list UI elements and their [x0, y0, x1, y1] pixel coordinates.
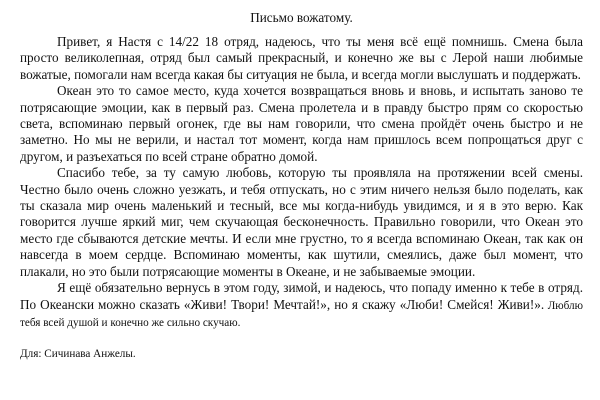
signature: Для: Сичинава Анжелы. — [20, 348, 136, 361]
paragraph-ocean: Океан это то самое место, куда хочется возвращаться вновь и вновь, и испытать заново те потрясающие эмоции, как в первый раз. Смена пролетела и в правду быстро прям со скоростью света, вспоминаю первый огонек, где вы нам говорили, что смена пройдёт очень быстро и не заметно. Но мы не верили, и настал тот момент, когда нам пришлось всем попрощаться друг с другом, и разъехаться по всей стране обратно домой. — [20, 83, 583, 164]
paragraph-return-text: Я ещё обязательно вернусь в этом году, зимой, и надеюсь, что попаду именно к тебе в отряд. По Океански можно сказать «Живи! Твори! Мечтай!», но я скажу «Люби! Смейся! Живи!». — [20, 280, 583, 312]
letter-title: Письмо вожатому. — [250, 10, 353, 25]
paragraph-greeting: Привет, я Настя с 14/22 18 отряд, надеюсь, что ты меня всё ещё помнишь. Смена была просто великолепная, отряд был самый прекрасный, и конечно же вы с Лерой наши любимые вожатые, помогали нам всегда какая бы ситуация не была, и всегда могли выслушать и поддержать. — [20, 34, 583, 82]
paragraph-return — [20, 280, 583, 331]
paragraph-return-tail: Люблю тебя всей душой и конечно же сильно скучаю. — [20, 299, 583, 329]
paragraph-thanks: Спасибо тебе, за ту самую любовь, которую ты проявляла на протяжении всей смены. Честно было очень сложно уезжать, и тебя отпускать, но с этим ничего нельзя было поделать, как ты сказала мир очень маленький и тесный, все мы когда-нибудь увидимся, и я в это верю. Как говорится лучше яркий миг, чем скучающая бесконечность. Правильно говорили, что Океан это место где сбываются детские мечты. И если мне грустно, то я всегда вспоминаю Океан, так как он навсегда в моем сердце. Вспоминаю моменты, как шутили, смеялись, даже был момент, что плакали, но это были потрясающие моменты в Океане, и не забываемые эмоции. — [20, 165, 583, 279]
